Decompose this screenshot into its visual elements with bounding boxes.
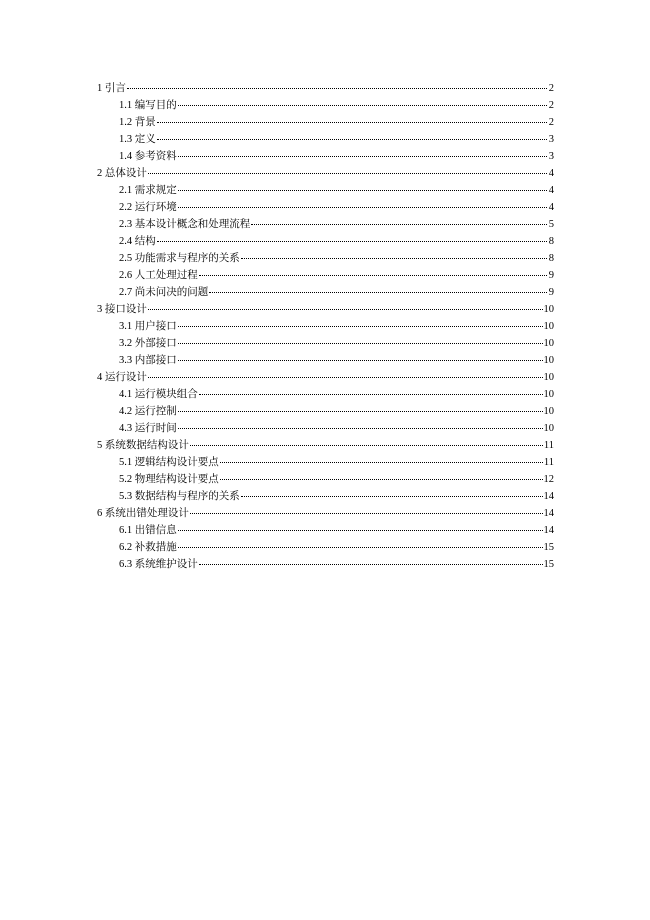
toc-entry-label: 2.6 人工处理过程 [119,270,198,281]
table-of-contents [97,80,554,573]
toc-entry-section[interactable] [97,165,554,182]
toc-entry-label: 2.3 基本设计概念和处理流程 [119,219,251,230]
toc-dot-leader [220,462,543,463]
toc-entry-page-number: 10 [543,338,554,349]
toc-entry-subsection[interactable] [97,148,554,165]
toc-entry-label: 1.3 定义 [119,134,156,145]
toc-entry-label: 3.1 用户接口 [119,321,177,332]
toc-dot-leader [178,207,547,208]
toc-entry-label: 3.2 外部接口 [119,338,177,349]
toc-entry-label: 6 系统出错处理设计 [97,508,189,519]
toc-dot-leader [157,122,547,123]
toc-dot-leader [178,411,543,412]
toc-dot-leader [178,156,547,157]
toc-entry-subsection[interactable] [97,488,554,505]
toc-dot-leader [178,547,543,548]
toc-entry-subsection[interactable] [97,199,554,216]
toc-dot-leader [209,292,547,293]
toc-entry-subsection[interactable] [97,556,554,573]
toc-entry-page-number: 2 [548,117,554,128]
toc-entry-subsection[interactable] [97,539,554,556]
toc-entry-label: 1.4 参考资料 [119,151,177,162]
toc-entry-section[interactable] [97,80,554,97]
toc-dot-leader [178,343,543,344]
toc-entry-page-number: 10 [543,423,554,434]
toc-entry-label: 4.3 运行时间 [119,423,177,434]
toc-entry-subsection[interactable] [97,97,554,114]
toc-entry-page-number: 4 [548,202,554,213]
toc-entry-page-number: 10 [543,372,554,383]
toc-entry-label: 6.1 出错信息 [119,525,177,536]
toc-dot-leader [178,326,543,327]
toc-entry-label: 1.1 编写目的 [119,100,177,111]
toc-entry-subsection[interactable] [97,522,554,539]
toc-entry-label: 3.3 内部接口 [119,355,177,366]
toc-dot-leader [190,513,543,514]
toc-entry-page-number: 11 [543,457,554,468]
toc-entry-subsection[interactable] [97,233,554,250]
toc-entry-subsection[interactable] [97,471,554,488]
toc-dot-leader [241,496,543,497]
toc-entry-label: 5 系统数据结构设计 [97,440,189,451]
toc-entry-page-number: 15 [543,559,554,570]
toc-entry-subsection[interactable] [97,250,554,267]
toc-dot-leader [178,428,543,429]
toc-entry-page-number: 10 [543,389,554,400]
toc-dot-leader [199,394,543,395]
toc-dot-leader [199,275,547,276]
toc-entry-page-number: 10 [543,406,554,417]
toc-entry-page-number: 15 [543,542,554,553]
toc-entry-page-number: 9 [548,287,554,298]
toc-entry-label: 3 接口设计 [97,304,147,315]
toc-dot-leader [148,309,543,310]
toc-entry-label: 5.2 物理结构设计要点 [119,474,219,485]
toc-entry-label: 2 总体设计 [97,168,147,179]
toc-entry-subsection[interactable] [97,335,554,352]
toc-entry-page-number: 2 [548,100,554,111]
toc-dot-leader [178,360,543,361]
toc-entry-subsection[interactable] [97,216,554,233]
toc-entry-page-number: 10 [543,355,554,366]
toc-entry-label: 4.1 运行模块组合 [119,389,198,400]
toc-entry-page-number: 14 [543,525,554,536]
toc-dot-leader [157,139,547,140]
toc-entry-label: 1.2 背景 [119,117,156,128]
toc-entry-page-number: 14 [543,508,554,519]
toc-entry-page-number: 10 [543,304,554,315]
toc-dot-leader [178,530,543,531]
toc-dot-leader [178,105,547,106]
toc-dot-leader [148,173,547,174]
toc-entry-page-number: 3 [548,134,554,145]
toc-entry-page-number: 9 [548,270,554,281]
toc-entry-label: 5.3 数据结构与程序的关系 [119,491,240,502]
toc-entry-subsection[interactable] [97,454,554,471]
toc-entry-label: 2.4 结构 [119,236,156,247]
toc-entry-label: 6.2 补救措施 [119,542,177,553]
toc-entry-label: 4.2 运行控制 [119,406,177,417]
toc-entry-section[interactable] [97,505,554,522]
toc-dot-leader [190,445,543,446]
toc-entry-page-number: 3 [548,151,554,162]
toc-entry-label: 2.1 需求规定 [119,185,177,196]
toc-entry-page-number: 8 [548,236,554,247]
toc-dot-leader [199,564,543,565]
toc-dot-leader [178,190,547,191]
toc-dot-leader [148,377,543,378]
toc-entry-page-number: 4 [548,168,554,179]
toc-dot-leader [220,479,543,480]
toc-entry-page-number: 4 [548,185,554,196]
toc-entry-label: 2.7 尚未问决的问题 [119,287,209,298]
toc-entry-page-number: 5 [548,219,554,230]
toc-entry-label: 6.3 系统维护设计 [119,559,198,570]
toc-entry-label: 2.5 功能需求与程序的关系 [119,253,240,264]
toc-entry-section[interactable] [97,437,554,454]
toc-entry-section[interactable] [97,369,554,386]
toc-entry-subsection[interactable] [97,318,554,335]
toc-entry-page-number: 11 [543,440,554,451]
toc-entry-subsection[interactable] [97,114,554,131]
toc-entry-subsection[interactable] [97,284,554,301]
toc-entry-page-number: 10 [543,321,554,332]
toc-entry-subsection[interactable] [97,403,554,420]
toc-dot-leader [157,241,547,242]
toc-entry-page-number: 8 [548,253,554,264]
toc-entry-section[interactable] [97,301,554,318]
toc-entry-subsection[interactable] [97,352,554,369]
toc-dot-leader [251,224,547,225]
toc-entry-subsection[interactable] [97,131,554,148]
toc-dot-leader [127,88,547,89]
toc-entry-subsection[interactable] [97,420,554,437]
toc-entry-subsection[interactable] [97,182,554,199]
toc-entry-subsection[interactable] [97,386,554,403]
toc-dot-leader [241,258,547,259]
toc-entry-page-number: 12 [543,474,554,485]
toc-entry-label: 5.1 逻辑结构设计要点 [119,457,219,468]
toc-entry-page-number: 14 [543,491,554,502]
toc-entry-label: 1 引言 [97,83,126,94]
toc-entry-page-number: 2 [548,83,554,94]
toc-entry-subsection[interactable] [97,267,554,284]
toc-entry-label: 4 运行设计 [97,372,147,383]
toc-entry-label: 2.2 运行环境 [119,202,177,213]
